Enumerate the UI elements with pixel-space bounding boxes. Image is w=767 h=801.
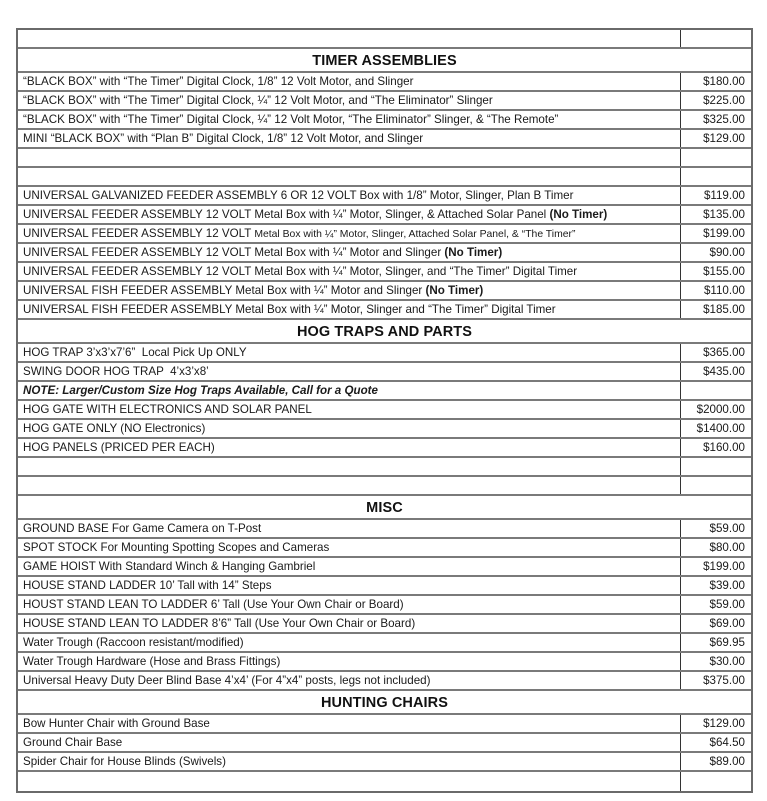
table-row bbox=[18, 539, 751, 558]
table-row bbox=[18, 130, 751, 149]
item-description-text: UNIVERSAL FEEDER ASSEMBLY 12 VOLT Metal Box with ¼” Motor and Slinger bbox=[23, 246, 445, 259]
item-description: GAME HOIST With Standard Winch & Hanging Gambriel bbox=[18, 558, 681, 575]
item-description: “BLACK BOX” with “The Timer” Digital Clock, 1/8” 12 Volt Motor, and Slinger bbox=[18, 73, 681, 90]
table-row bbox=[18, 301, 751, 320]
price-cell bbox=[681, 30, 751, 47]
item-description-small-text: Metal Box with ¼” Motor, Slinger, Attached Solar Panel, & “The Timer” bbox=[254, 229, 576, 240]
table-row bbox=[18, 111, 751, 130]
table-row bbox=[18, 439, 751, 458]
section-header-hog-traps bbox=[18, 320, 751, 344]
item-price: $325.00 bbox=[703, 113, 745, 126]
item-description: Water Trough (Raccoon resistant/modified) bbox=[18, 634, 681, 651]
table-row bbox=[18, 615, 751, 634]
item-price: $59.00 bbox=[709, 522, 745, 535]
item-price: $155.00 bbox=[703, 265, 745, 278]
item-description: HOG GATE ONLY (NO Electronics) bbox=[18, 420, 681, 437]
item-description bbox=[18, 244, 681, 261]
item-price: $180.00 bbox=[703, 75, 745, 88]
price-cell bbox=[681, 477, 751, 494]
item-description: UNIVERSAL GALVANIZED FEEDER ASSEMBLY 6 OR 12 VOLT Box with 1/8” Motor, Slinger, Plan B Timer bbox=[18, 187, 681, 204]
item-price: $69.00 bbox=[709, 617, 745, 630]
item-description: SWING DOOR HOG TRAP 4’x3’x8’ bbox=[18, 363, 681, 380]
item-description-text: UNIVERSAL FEEDER ASSEMBLY 12 VOLT Metal Box with ¼” Motor, Slinger, & Attached Solar Panel bbox=[23, 208, 550, 221]
item-description: GROUND BASE For Game Camera on T-Post bbox=[18, 520, 681, 537]
item-description: HOG GATE WITH ELECTRONICS AND SOLAR PANEL bbox=[18, 401, 681, 418]
item-description-text: UNIVERSAL FEEDER ASSEMBLY 12 VOLT bbox=[23, 227, 255, 240]
no-timer-label: (No Timer) bbox=[549, 208, 608, 221]
item-price: $185.00 bbox=[703, 303, 745, 316]
section-title: TIMER ASSEMBLIES bbox=[312, 53, 457, 69]
item-price: $69.95 bbox=[709, 636, 745, 649]
price-cell bbox=[681, 168, 751, 185]
price-cell bbox=[681, 458, 751, 475]
table-row bbox=[18, 263, 751, 282]
table-row bbox=[18, 634, 751, 653]
item-description: “BLACK BOX” with “The Timer” Digital Clock, ¼” 12 Volt Motor, and “The Eliminator” Slinger bbox=[18, 92, 681, 109]
desc-cell bbox=[18, 458, 681, 475]
table-row bbox=[18, 225, 751, 244]
item-price: $90.00 bbox=[709, 246, 745, 259]
item-description: Spider Chair for House Blinds (Swivels) bbox=[18, 753, 681, 770]
item-description: SPOT STOCK For Mounting Spotting Scopes and Cameras bbox=[18, 539, 681, 556]
item-description bbox=[18, 206, 681, 223]
table-row bbox=[18, 244, 751, 263]
item-description: Bow Hunter Chair with Ground Base bbox=[18, 715, 681, 732]
price-cell bbox=[681, 149, 751, 166]
desc-cell bbox=[18, 772, 681, 791]
section-title: HOG TRAPS AND PARTS bbox=[296, 324, 473, 340]
table-row bbox=[18, 520, 751, 539]
section-title: MISC bbox=[366, 500, 403, 516]
no-timer-label: (No Timer) bbox=[444, 246, 503, 259]
desc-cell bbox=[18, 168, 681, 185]
item-price: $129.00 bbox=[703, 717, 745, 730]
item-price: $119.00 bbox=[703, 189, 745, 202]
table-row bbox=[18, 577, 751, 596]
item-description: HOG TRAP 3’x3’x7’6” Local Pick Up ONLY bbox=[18, 344, 681, 361]
desc-cell bbox=[18, 477, 681, 494]
table-row bbox=[18, 672, 751, 691]
item-description bbox=[18, 282, 681, 299]
item-description: Ground Chair Base bbox=[18, 734, 681, 751]
item-price: $2000.00 bbox=[696, 403, 745, 416]
item-price: $64.50 bbox=[709, 736, 745, 749]
table-row bbox=[18, 363, 751, 382]
table-row bbox=[18, 206, 751, 225]
custom-size-note: NOTE: Larger/Custom Size Hog Traps Available, Call for a Quote bbox=[18, 382, 681, 399]
table-row bbox=[18, 558, 751, 577]
item-description: “BLACK BOX” with “The Timer” Digital Clock, ¼” 12 Volt Motor, “The Eliminator” Slinger, & “The Remote” bbox=[18, 111, 681, 128]
item-price: $59.00 bbox=[709, 598, 745, 611]
table-row bbox=[18, 282, 751, 301]
item-description: HOG PANELS (PRICED PER EACH) bbox=[18, 439, 681, 456]
item-price: $30.00 bbox=[709, 655, 745, 668]
blank-row bbox=[18, 30, 751, 49]
item-price: $89.00 bbox=[709, 755, 745, 768]
item-description-text: UNIVERSAL FISH FEEDER ASSEMBLY Metal Box with ¼” Motor and Slinger bbox=[23, 284, 426, 297]
table-row bbox=[18, 187, 751, 206]
blank-row bbox=[18, 149, 751, 168]
blank-row bbox=[18, 168, 751, 187]
item-price: $199.00 bbox=[703, 227, 745, 240]
desc-cell bbox=[18, 30, 681, 47]
item-price: $135.00 bbox=[703, 208, 745, 221]
item-description: HOUSE STAND LADDER 10’ Tall with 14” Steps bbox=[18, 577, 681, 594]
blank-row bbox=[18, 772, 751, 791]
item-price bbox=[681, 382, 751, 399]
item-price: $1400.00 bbox=[696, 422, 745, 435]
item-price: $80.00 bbox=[709, 541, 745, 554]
blank-row bbox=[18, 477, 751, 496]
table-row bbox=[18, 92, 751, 111]
item-description: UNIVERSAL FEEDER ASSEMBLY 12 VOLT Metal Box with ¼” Motor, Slinger, and “The Timer” Digital Timer bbox=[18, 263, 681, 280]
no-timer-label: (No Timer) bbox=[425, 284, 484, 297]
item-price: $365.00 bbox=[703, 346, 745, 359]
desc-cell bbox=[18, 149, 681, 166]
table-row bbox=[18, 420, 751, 439]
item-price: $160.00 bbox=[703, 441, 745, 454]
table-row bbox=[18, 715, 751, 734]
price-cell bbox=[681, 772, 751, 791]
item-price: $129.00 bbox=[703, 132, 745, 145]
item-price: $110.00 bbox=[703, 284, 745, 297]
price-list-table bbox=[16, 28, 753, 793]
item-description: Water Trough Hardware (Hose and Brass Fittings) bbox=[18, 653, 681, 670]
item-description: MINI “BLACK BOX” with “Plan B” Digital Clock, 1/8” 12 Volt Motor, and Slinger bbox=[18, 130, 681, 147]
item-description: Universal Heavy Duty Deer Blind Base 4’x4’ (For 4”x4” posts, legs not included) bbox=[18, 672, 681, 689]
table-row bbox=[18, 401, 751, 420]
item-price: $435.00 bbox=[703, 365, 745, 378]
section-header-misc bbox=[18, 496, 751, 520]
table-row bbox=[18, 653, 751, 672]
section-title: HUNTING CHAIRS bbox=[320, 695, 449, 711]
blank-row bbox=[18, 458, 751, 477]
item-price: $375.00 bbox=[703, 674, 745, 687]
table-row bbox=[18, 734, 751, 753]
item-description: UNIVERSAL FISH FEEDER ASSEMBLY Metal Box with ¼” Motor, Slinger and “The Timer” Digital Timer bbox=[18, 301, 681, 318]
item-description: HOUST STAND LEAN TO LADDER 6’ Tall (Use Your Own Chair or Board) bbox=[18, 596, 681, 613]
item-price: $225.00 bbox=[703, 94, 745, 107]
item-description bbox=[18, 225, 681, 242]
table-row bbox=[18, 753, 751, 772]
item-description: HOUSE STAND LEAN TO LADDER 8’6” Tall (Use Your Own Chair or Board) bbox=[18, 615, 681, 632]
table-row bbox=[18, 382, 751, 401]
item-price: $39.00 bbox=[709, 579, 745, 592]
table-row bbox=[18, 344, 751, 363]
table-row bbox=[18, 596, 751, 615]
section-header-hunting-chairs bbox=[18, 691, 751, 715]
table-row bbox=[18, 73, 751, 92]
section-header-timer-assemblies bbox=[18, 49, 751, 73]
item-price: $199.00 bbox=[703, 560, 745, 573]
